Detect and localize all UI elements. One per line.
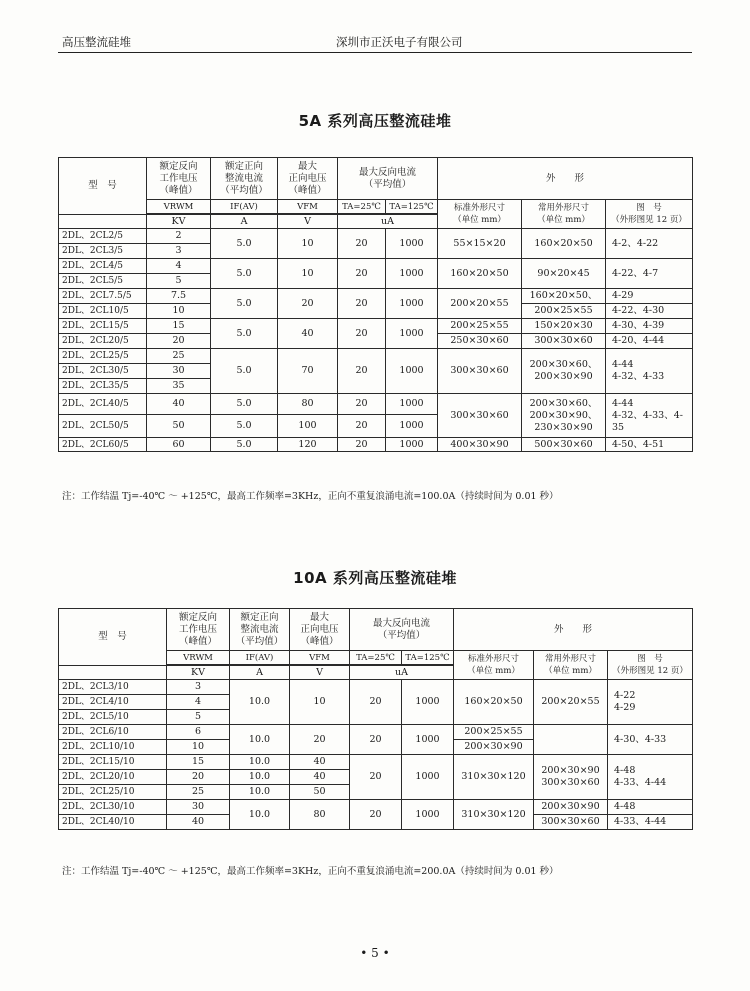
cell-voltage: 80 (278, 394, 338, 415)
cell-current: 5.0 (211, 438, 278, 452)
row-kv: 35 (147, 379, 211, 394)
cell-current: 5.0 (211, 394, 278, 415)
row-kv: 4 (147, 259, 211, 274)
col-ir-header: 最大反向电流 （平均值） (350, 609, 454, 651)
table-row-model: 2DL、2CL3/10 (59, 680, 167, 695)
std-shape-header: 标准外形尺寸 （单位 mm） (454, 651, 534, 680)
row-kv: 10 (167, 740, 230, 755)
header-left: 高压整流硅堆 (62, 35, 131, 49)
sym-vrwm: VRWM (167, 651, 230, 665)
table-row-model: 2DL、2CL6/10 (59, 725, 167, 740)
table-row-model: 2DL、2CL40/5 (59, 394, 147, 415)
cell-voltage: 20 (278, 289, 338, 319)
cell-fig: 4-20、4-44 (606, 334, 693, 349)
cell-fig: 4-29 (606, 289, 693, 304)
table-row-model: 2DL、2CL4/5 (59, 259, 147, 274)
table-row-model: 2DL、2CL40/10 (59, 815, 167, 830)
cell-common: 200×25×55 (522, 304, 606, 319)
unit-v: V (290, 666, 350, 680)
row-kv: 30 (167, 800, 230, 815)
common-line: 200×30×90 (541, 765, 600, 776)
sym-vfm: VFM (290, 651, 350, 665)
cell-voltage: 50 (290, 785, 350, 800)
row-kv: 50 (147, 415, 211, 438)
cell-ir125: 1000 (402, 800, 454, 830)
cell-current: 5.0 (211, 349, 278, 394)
cell-std: 160×20×50 (438, 259, 522, 289)
cell-current: 5.0 (211, 259, 278, 289)
unit-a: A (230, 666, 290, 680)
page-header (58, 30, 692, 53)
cell-ir125: 1000 (386, 349, 438, 394)
cell-voltage: 20 (290, 725, 350, 755)
fig-line: 4-44 (612, 359, 634, 370)
unit-blank (59, 215, 147, 229)
unit-ua: uA (338, 215, 438, 229)
cell-fig: 4-30、4-39 (606, 319, 693, 334)
col-ifav-header: 额定正向 整流电流 （平均值） (211, 158, 278, 200)
cell-common: 200×30×90 (534, 800, 608, 815)
sym-vrwm: VRWM (147, 200, 211, 214)
table-row-model: 2DL、2CL4/10 (59, 695, 167, 710)
sym-vfm: VFM (278, 200, 338, 214)
cell-voltage: 80 (290, 800, 350, 830)
sym-if: IF(AV) (230, 651, 290, 665)
table-5a (58, 157, 693, 452)
cell-common: 200×20×55 (534, 680, 608, 725)
cell-common: 500×30×60 (522, 438, 606, 452)
cell-ir25: 20 (350, 725, 402, 755)
cell-ir25: 20 (338, 229, 386, 259)
col-vfm-header: 最大 正向电压 （峰值） (278, 158, 338, 200)
cell-ir125: 1000 (386, 229, 438, 259)
cell-common: 300×30×60 (534, 815, 608, 830)
table-row-model: 2DL、2CL15/10 (59, 755, 167, 770)
ta125-label: TA=125℃ (386, 200, 438, 214)
page-number: • 5 • (360, 946, 390, 960)
cell-current: 10.0 (230, 725, 290, 755)
fig-header: 图 号 （外形图见 12 页） (608, 651, 693, 680)
cell-voltage: 100 (278, 415, 338, 438)
col-vrwm-header: 额定反向 工作电压 （峰值） (147, 158, 211, 200)
cell-ir125: 1000 (386, 394, 438, 415)
table-row-model: 2DL、2CL60/5 (59, 438, 147, 452)
cell-std: 200×30×90 (454, 740, 534, 755)
cell-std: 310×30×120 (454, 755, 534, 800)
cell-common (522, 394, 606, 438)
cell-common (534, 725, 608, 755)
cell-ir125: 1000 (402, 755, 454, 800)
cell-ir125: 1000 (386, 415, 438, 438)
cell-ir25: 20 (338, 394, 386, 415)
table-row-model: 2DL、2CL30/10 (59, 800, 167, 815)
cell-std: 310×30×120 (454, 800, 534, 830)
cell-fig (606, 349, 693, 394)
row-kv: 5 (167, 710, 230, 725)
table-row-model: 2DL、2CL5/10 (59, 710, 167, 725)
cell-current: 10.0 (230, 680, 290, 725)
cell-voltage: 40 (290, 755, 350, 770)
cell-ir25: 20 (338, 415, 386, 438)
row-kv: 5 (147, 274, 211, 289)
cell-voltage: 70 (278, 349, 338, 394)
cell-fig (608, 755, 693, 800)
table-row-model: 2DL、2CL7.5/5 (59, 289, 147, 304)
cell-common (534, 755, 608, 800)
table-row-model: 2DL、2CL3/5 (59, 244, 147, 259)
unit-ua: uA (350, 666, 454, 680)
table-row-model: 2DL、2CL35/5 (59, 379, 147, 394)
row-kv: 25 (147, 349, 211, 364)
cell-current: 10.0 (230, 755, 290, 770)
col-ifav-header: 额定正向 整流电流 （平均值） (230, 609, 290, 651)
cell-ir125: 1000 (402, 725, 454, 755)
cell-common: 150×20×30 (522, 319, 606, 334)
table-10a (58, 608, 693, 830)
col-model-header: 型 号 (59, 609, 167, 666)
table-row-model: 2DL、2CL30/5 (59, 364, 147, 379)
cell-common: 160×20×50、 (522, 289, 606, 304)
cell-fig: 4-50、4-51 (606, 438, 693, 452)
cell-common: 300×30×60 (522, 334, 606, 349)
row-kv: 15 (167, 755, 230, 770)
cell-ir25: 20 (338, 289, 386, 319)
cell-ir125: 1000 (386, 319, 438, 349)
col-shape-header: 外 形 (438, 158, 693, 200)
cell-voltage: 10 (278, 259, 338, 289)
table-row-model: 2DL、2CL20/5 (59, 334, 147, 349)
table-row-model: 2DL、2CL10/10 (59, 740, 167, 755)
row-kv: 60 (147, 438, 211, 452)
cell-current: 5.0 (211, 415, 278, 438)
row-kv: 15 (147, 319, 211, 334)
cell-ir125: 1000 (386, 259, 438, 289)
row-kv: 20 (167, 770, 230, 785)
cell-voltage: 40 (290, 770, 350, 785)
fig-line: 4-48 (614, 765, 636, 776)
table-row-model: 2DL、2CL25/10 (59, 785, 167, 800)
cell-ir125: 1000 (386, 438, 438, 452)
table-row-model: 2DL、2CL20/10 (59, 770, 167, 785)
cell-ir25: 20 (350, 800, 402, 830)
row-kv: 40 (167, 815, 230, 830)
col-vrwm-header: 额定反向 工作电压 （峰值） (167, 609, 230, 651)
cell-std: 250×30×60 (438, 334, 522, 349)
cell-fig: 4-22、4-30 (606, 304, 693, 319)
cell-common (522, 349, 606, 394)
col-model-header: 型 号 (59, 158, 147, 215)
row-kv: 30 (147, 364, 211, 379)
unit-kv: KV (167, 666, 230, 680)
table-row-model: 2DL、2CL25/5 (59, 349, 147, 364)
row-kv: 6 (167, 725, 230, 740)
common-line: 300×30×60 (541, 777, 600, 788)
cell-ir25: 20 (338, 438, 386, 452)
section-title-10a: 10A 系列高压整流硅堆 (293, 569, 457, 587)
cell-fig: 4-30、4-33 (608, 725, 693, 755)
fig-header: 图 号 （外形图见 12 页） (606, 200, 693, 229)
cell-ir125: 1000 (386, 289, 438, 319)
cell-voltage: 10 (290, 680, 350, 725)
row-kv: 25 (167, 785, 230, 800)
note-5a: 注：工作结温 Tj=-40℃ ～ +125℃，最高工作频率=3KHz，正向不重复浪涌电流=100.0A（持续时间为 0.01 秒） (62, 491, 559, 502)
fig-line: 4-33、4-44 (614, 777, 667, 788)
cell-std: 300×30×60 (438, 349, 522, 394)
common-line: 200×30×60、 (529, 359, 598, 370)
row-kv: 3 (147, 244, 211, 259)
section-title-5a: 5A 系列高压整流硅堆 (298, 112, 452, 130)
cell-std: 400×30×90 (438, 438, 522, 452)
sym-if: IF(AV) (211, 200, 278, 214)
cell-ir25: 20 (350, 680, 402, 725)
cell-voltage: 120 (278, 438, 338, 452)
cell-fig: 4-2、4-22 (606, 229, 693, 259)
cell-fig: 4-33、4-44 (608, 815, 693, 830)
cell-ir125: 1000 (402, 680, 454, 725)
row-kv: 40 (147, 394, 211, 415)
fig-line: 4-44 (612, 397, 634, 409)
table-row-model: 2DL、2CL5/5 (59, 274, 147, 289)
table-row-model: 2DL、2CL2/5 (59, 229, 147, 244)
cell-current: 5.0 (211, 229, 278, 259)
cell-std: 160×20×50 (454, 680, 534, 725)
cell-std: 300×30×60 (438, 394, 522, 438)
col-vfm-header: 最大 正向电压 （峰值） (290, 609, 350, 651)
common-line: 200×30×90、 (529, 409, 598, 421)
cell-current: 5.0 (211, 319, 278, 349)
row-kv: 7.5 (147, 289, 211, 304)
common-shape-header: 常用外形尺寸 （单位 mm） (522, 200, 606, 229)
table-row-model: 2DL、2CL50/5 (59, 415, 147, 438)
col-shape-header: 外 形 (454, 609, 693, 651)
cell-ir25: 20 (338, 319, 386, 349)
fig-line: 4-29 (614, 702, 636, 713)
cell-std: 200×25×55 (438, 319, 522, 334)
fig-line: 4-32、4-33、4-35 (612, 409, 683, 433)
row-kv: 3 (167, 680, 230, 695)
cell-std: 200×25×55 (454, 725, 534, 740)
cell-current: 10.0 (230, 770, 290, 785)
col-ir-header: 最大反向电流 （平均值） (338, 158, 438, 200)
cell-ir25: 20 (338, 349, 386, 394)
fig-line: 4-22 (614, 690, 636, 701)
row-kv: 4 (167, 695, 230, 710)
unit-blank (59, 666, 167, 680)
ta25-label: TA=25℃ (338, 200, 386, 214)
common-line: 230×30×90 (534, 421, 593, 433)
table-row-model: 2DL、2CL15/5 (59, 319, 147, 334)
cell-fig (606, 394, 693, 438)
row-kv: 10 (147, 304, 211, 319)
unit-kv: KV (147, 215, 211, 229)
cell-current: 10.0 (230, 800, 290, 830)
unit-a: A (211, 215, 278, 229)
cell-ir25: 20 (338, 259, 386, 289)
cell-std: 55×15×20 (438, 229, 522, 259)
cell-current: 5.0 (211, 289, 278, 319)
header-right: 深圳市正沃电子有限公司 (336, 35, 463, 49)
table-row-model: 2DL、2CL10/5 (59, 304, 147, 319)
fig-line: 4-32、4-33 (612, 371, 665, 382)
cell-fig: 4-48 (608, 800, 693, 815)
cell-voltage: 40 (278, 319, 338, 349)
cell-voltage: 10 (278, 229, 338, 259)
ta125-label: TA=125℃ (402, 651, 454, 665)
cell-common: 90×20×45 (522, 259, 606, 289)
cell-fig: 4-22、4-7 (606, 259, 693, 289)
common-shape-header: 常用外形尺寸 （单位 mm） (534, 651, 608, 680)
cell-current: 10.0 (230, 785, 290, 800)
note-10a: 注：工作结温 Tj=-40℃ ～ +125℃，最高工作频率=3KHz，正向不重复浪涌电流=200.0A（持续时间为 0.01 秒） (62, 866, 559, 877)
common-line: 200×30×60、 (529, 397, 598, 409)
cell-std: 200×20×55 (438, 289, 522, 319)
row-kv: 20 (147, 334, 211, 349)
cell-common: 160×20×50 (522, 229, 606, 259)
std-shape-header: 标准外形尺寸 （单位 mm） (438, 200, 522, 229)
cell-ir25: 20 (350, 755, 402, 800)
row-kv: 2 (147, 229, 211, 244)
ta25-label: TA=25℃ (350, 651, 402, 665)
unit-v: V (278, 215, 338, 229)
cell-fig (608, 680, 693, 725)
common-line: 200×30×90 (534, 371, 593, 382)
